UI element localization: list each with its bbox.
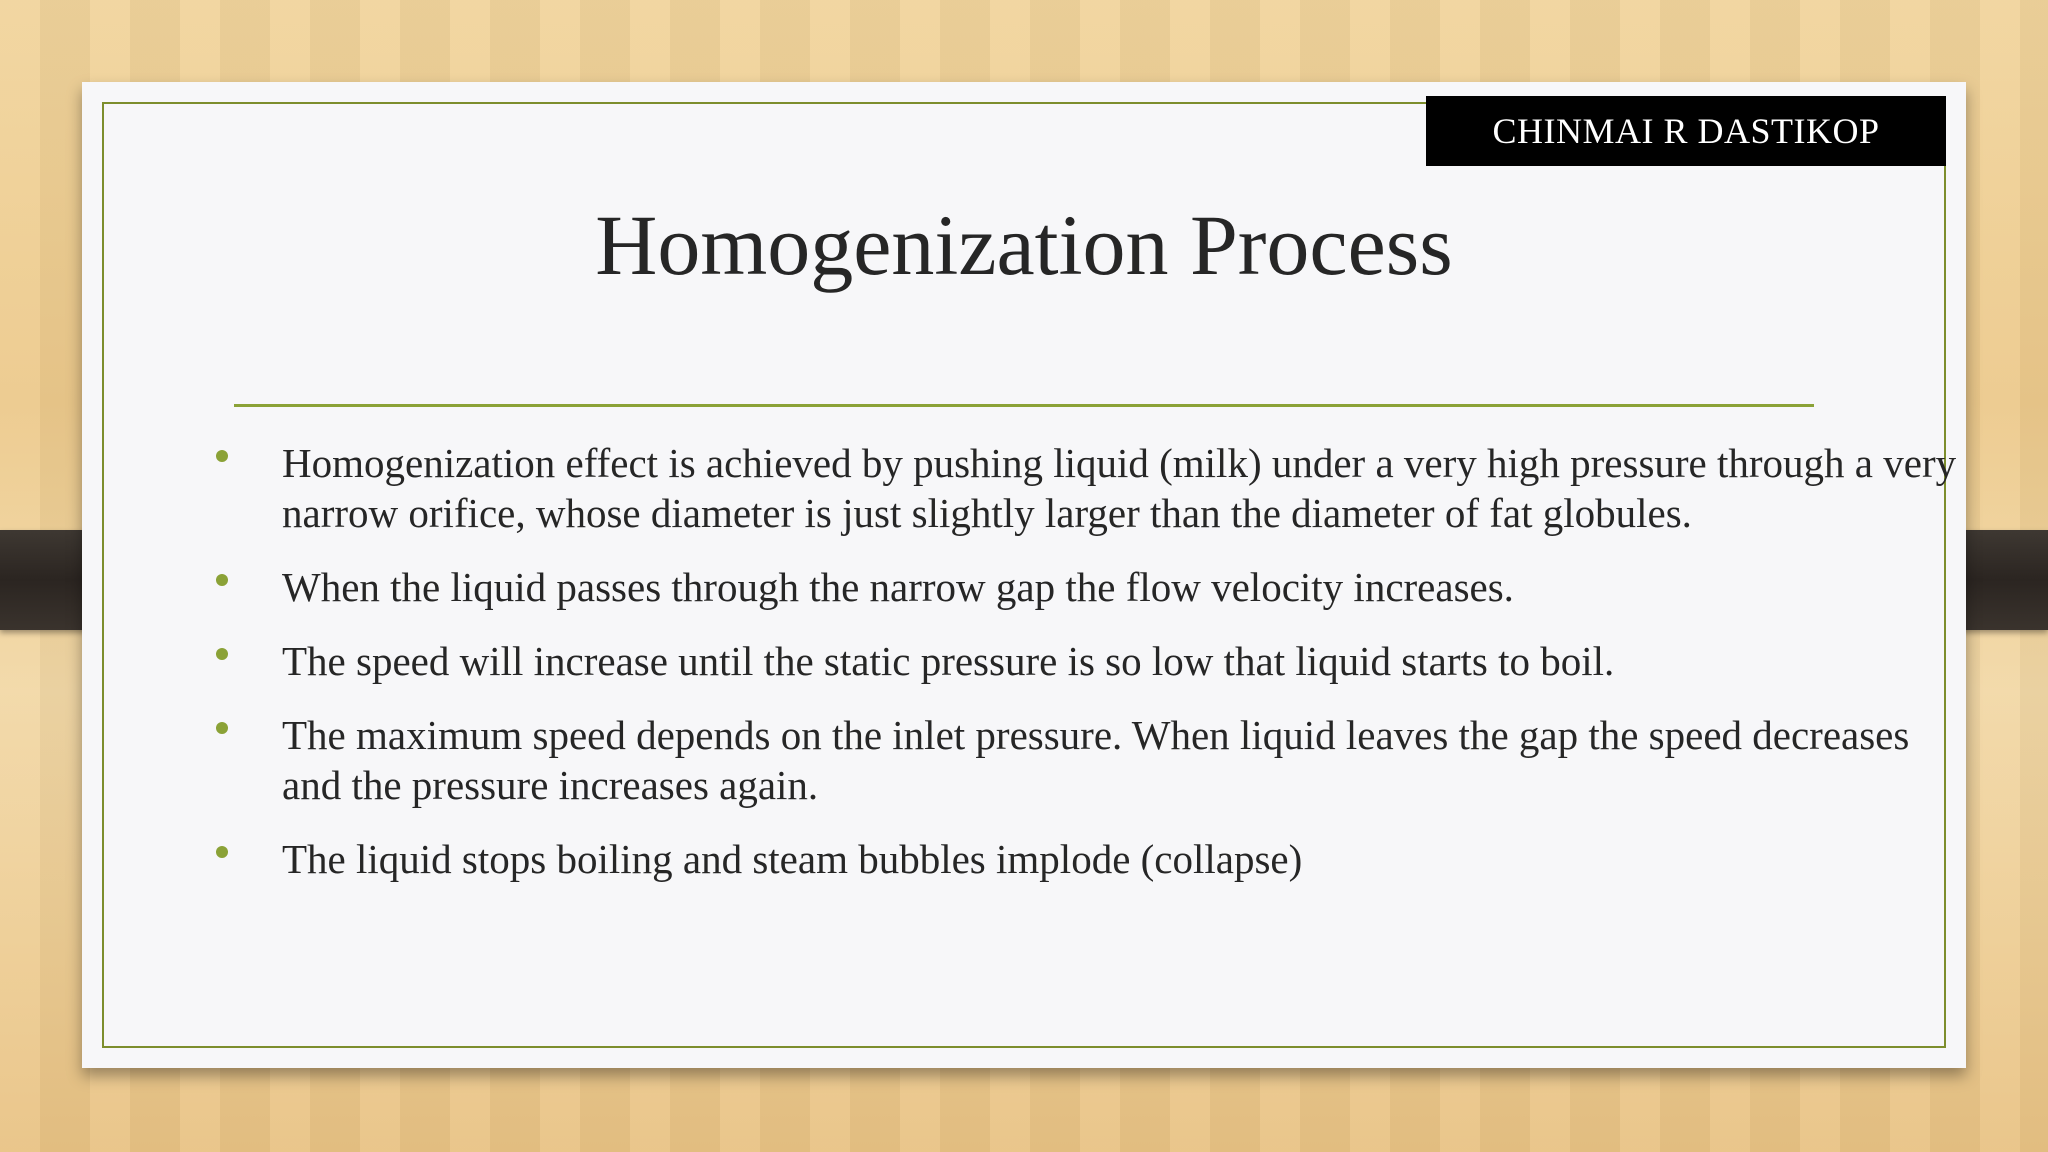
bullet-text: Homogenization effect is achieved by pushing liquid (milk) under a very high pressure through a very narrow orifice, whose diameter is just slightly larger than the diameter of fat globules. xyxy=(282,440,1957,536)
bullet-dot-icon xyxy=(216,450,228,462)
bullet-dot-icon xyxy=(216,648,228,660)
bullet-item xyxy=(200,834,1960,884)
slide-card xyxy=(82,82,1966,1068)
bullet-dot-icon xyxy=(216,574,228,586)
bullet-item xyxy=(200,710,1960,810)
bullet-dot-icon xyxy=(216,722,228,734)
bullet-text: The speed will increase until the static pressure is so low that liquid starts to boil. xyxy=(282,638,1615,684)
bullet-text: The maximum speed depends on the inlet pressure. When liquid leaves the gap the speed decreases and the pressure increases again. xyxy=(282,712,1910,808)
bullet-dot-icon xyxy=(216,846,228,858)
bullet-item xyxy=(200,636,1960,686)
bullet-text: When the liquid passes through the narrow gap the flow velocity increases. xyxy=(282,564,1514,610)
author-badge xyxy=(1426,96,1946,166)
bullet-item xyxy=(200,438,1960,538)
title-divider xyxy=(234,404,1814,407)
bullet-list xyxy=(200,438,1960,908)
bullet-text: The liquid stops boiling and steam bubbles implode (collapse) xyxy=(282,836,1303,882)
author-label: CHINMAI R DASTIKOP xyxy=(1492,111,1880,151)
bullet-item xyxy=(200,562,1960,612)
slide-title: Homogenization Process xyxy=(595,197,1453,293)
